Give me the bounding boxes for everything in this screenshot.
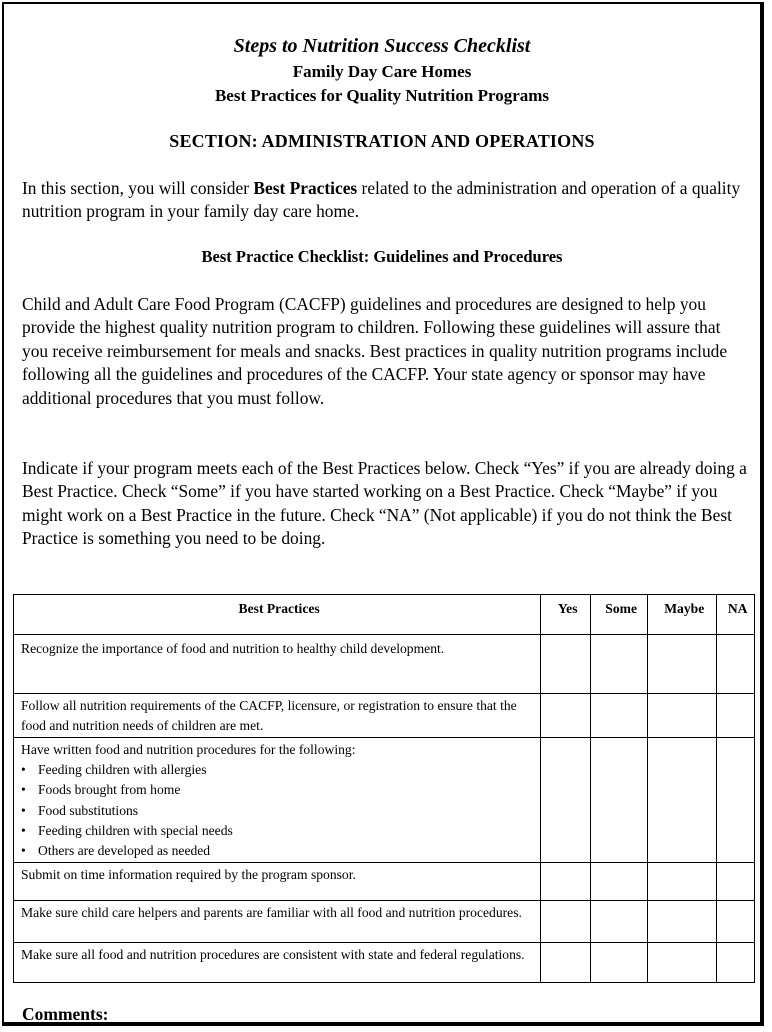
practice-text: Follow all nutrition requirements of the CACFP, licensure, or registration to ensure that the food and nutrition needs of children are met. — [14, 694, 541, 738]
check-yes-cell[interactable] — [541, 863, 591, 901]
practice-text: Submit on time information required by the program sponsor. — [14, 863, 541, 901]
procedures-list — [21, 760, 537, 861]
list-item: • Others are developed as needed — [38, 841, 537, 861]
document-subtitle-family-day-care: Family Day Care Homes — [292, 62, 472, 81]
intro-text-after: related to the administration and operation of a quality nutrition program in your family day care home. — [22, 178, 741, 222]
practice-text: Make sure child care helpers and parents are familiar with all food and nutrition procedures. — [14, 901, 541, 943]
document-page — [2, 2, 764, 1026]
list-item: • Feeding children with allergies — [38, 760, 537, 780]
table-header-row — [14, 595, 755, 635]
practice-text: Recognize the importance of food and nutrition to healthy child development. — [14, 635, 541, 694]
table-row — [14, 943, 755, 983]
checklist-heading: Best Practice Checklist: Guidelines and Procedures — [201, 247, 563, 266]
check-maybe-cell[interactable] — [648, 635, 717, 694]
document-subtitle-best-practices: Best Practices for Quality Nutrition Programs — [214, 86, 550, 105]
header-yes: Yes — [541, 595, 591, 635]
header-best-practices: Best Practices — [14, 595, 541, 635]
table-row — [14, 694, 755, 738]
check-some-cell[interactable] — [591, 943, 648, 983]
practice-cell-with-list — [14, 738, 541, 863]
check-na-cell[interactable] — [717, 863, 755, 901]
check-some-cell[interactable] — [591, 901, 648, 943]
table-row — [14, 863, 755, 901]
check-yes-cell[interactable] — [541, 738, 591, 863]
check-some-cell[interactable] — [591, 738, 648, 863]
check-yes-cell[interactable] — [541, 943, 591, 983]
check-yes-cell[interactable] — [541, 694, 591, 738]
table-row — [14, 738, 755, 863]
list-item: • Feeding children with special needs — [38, 821, 537, 841]
intro-text-before: In this section, you will consider — [22, 178, 254, 198]
intro-text-bold: Best Practices — [253, 178, 358, 198]
cacfp-paragraph: Child and Adult Care Food Program (CACFP) guidelines and procedures are designed to help you provide the highest quality nutrition program to children. Following these guidelines will assure that you receive reimbursement for meals and snacks. Best practices in quality nutrition programs include following all the guidelines and procedures of the CACFP. Your state agency or sponsor may have additional procedures that you must follow. — [22, 294, 728, 408]
check-na-cell[interactable] — [717, 943, 755, 983]
check-yes-cell[interactable] — [541, 635, 591, 694]
check-some-cell[interactable] — [591, 694, 648, 738]
check-na-cell[interactable] — [717, 738, 755, 863]
check-some-cell[interactable] — [591, 635, 648, 694]
check-maybe-cell[interactable] — [648, 901, 717, 943]
header-some: Some — [591, 595, 648, 635]
document-title: Steps to Nutrition Success Checklist — [233, 35, 531, 57]
section-title: SECTION: ADMINISTRATION AND OPERATIONS — [169, 131, 595, 151]
header-maybe: Maybe — [648, 595, 717, 635]
instructions-paragraph: Indicate if your program meets each of the Best Practices below. Check “Yes” if you are already doing a Best Practice. Check “Some” if you have started working on a Best Practice. Check “Maybe” if you might work on a Best Practice in the future. Check “NA” (Not applicable) if you do not think the Best Practice is something you need to be doing. — [22, 458, 747, 549]
check-yes-cell[interactable] — [541, 901, 591, 943]
comments-label: Comments: — [22, 1004, 109, 1024]
intro-paragraph — [22, 177, 750, 224]
check-maybe-cell[interactable] — [648, 863, 717, 901]
header-na: NA — [717, 595, 755, 635]
check-maybe-cell[interactable] — [648, 943, 717, 983]
table-row — [14, 635, 755, 694]
check-na-cell[interactable] — [717, 694, 755, 738]
check-na-cell[interactable] — [717, 901, 755, 943]
check-na-cell[interactable] — [717, 635, 755, 694]
table-row — [14, 901, 755, 943]
check-maybe-cell[interactable] — [648, 738, 717, 863]
list-item: • Foods brought from home — [38, 780, 537, 800]
best-practices-table — [13, 594, 755, 983]
practice-text: Make sure all food and nutrition procedures are consistent with state and federal regulations. — [14, 943, 541, 983]
list-item: • Food substitutions — [38, 801, 537, 821]
practice-text: Have written food and nutrition procedures for the following: — [21, 742, 356, 757]
check-maybe-cell[interactable] — [648, 694, 717, 738]
check-some-cell[interactable] — [591, 863, 648, 901]
